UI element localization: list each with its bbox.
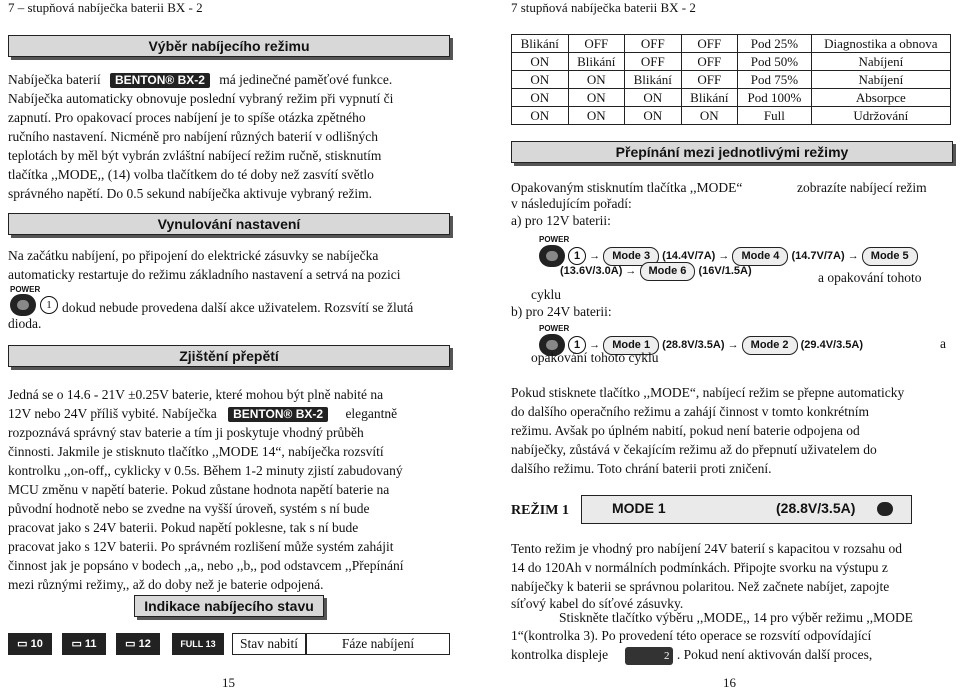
para-line: tlačítka ,,MODE,, (14) volba tlačítkem do té doby než zasvítí světlo (8, 167, 374, 182)
power-label: POWER (539, 235, 570, 244)
table-cell: Blikání (568, 53, 625, 71)
para-line: pracovat jako s 12V baterii. Po správném rozlišení může systém zahájit (8, 539, 394, 554)
number-circle-icon: 1 (40, 296, 58, 314)
mode-sequence-24v: POWER 1 → Mode 1 (28.8V/3.5A) → Mode 2 (29.4V/3.5A) (539, 322, 863, 356)
para-line: Na začátku nabíjení, po připojení do elektrické zásuvky se nabíječka (8, 248, 379, 263)
battery-indicator-icon: ▭ 12 (116, 633, 160, 655)
table-cell: Pod 25% (738, 35, 812, 53)
power-led-icon (10, 294, 36, 316)
para-line: činnost jak je popsáno v bodech ,,a,, nebo ,,b,, pod odstavcem ,,Přepínání (8, 558, 404, 573)
para-line (511, 647, 872, 665)
battery-full-indicator-icon: FULL 13 (172, 633, 224, 655)
mode-1-value: (28.8V/3.5A) (776, 500, 856, 516)
table-cell: Pod 75% (738, 71, 812, 89)
table-cell: OFF (568, 35, 625, 53)
para-line: Pokud stisknete tlačítko ,,MODE“, nabíjecí režim se přepne automaticky (511, 385, 905, 400)
display-indicator-icon: 2 (625, 647, 673, 665)
table-cell: OFF (681, 71, 738, 89)
para-line: Opakovaným stisknutím tlačítka ,,MODE“ (511, 180, 743, 195)
number-circle-icon: 1 (568, 336, 586, 354)
para-line: a) pro 12V baterii: (511, 213, 611, 228)
table-cell: Blikání (512, 35, 569, 53)
table-cell: ON (568, 107, 625, 125)
table-cell: Absorpce (811, 89, 950, 107)
power-indicator (10, 285, 58, 316)
para-line: ručního nastavení. Nicméně pro nabíjení různých baterií v odlišných (8, 129, 379, 144)
para-line: automaticky restartuje do režimu základního nastavení a setrvá na pozici (8, 267, 401, 282)
para-line: do dalšího operačního režimu a zahájí činnost v tomto konkrétním (511, 404, 870, 419)
para-line: v následujícím pořadí: (511, 196, 632, 211)
para-line (8, 406, 397, 422)
table-cell: Blikání (681, 89, 738, 107)
mode-pill: Mode 2 (742, 336, 798, 355)
table-cell: ON (568, 71, 625, 89)
para-text: Nabíječka baterií (8, 72, 101, 87)
para-line: dioda. (8, 316, 42, 331)
table-cell: ON (625, 89, 682, 107)
para-line: a (940, 336, 946, 351)
para-text: elegantně (345, 406, 398, 421)
para-line: mezi různými režimy,, až do doby než je baterie odpojená. (8, 577, 324, 592)
para-line: Nabíječka automaticky obnovuje poslední vybraný režim při vypnutí či (8, 91, 394, 106)
para-text: 12V nebo 24V příliš vybité. Nabíječka (8, 406, 217, 421)
mode-value: (14.4V/7A) (662, 249, 716, 262)
para-line: nabíječky, zůstává v čekajícím režimu až do přepnutí uživatelem do (511, 442, 877, 457)
para-line: cyklu (531, 287, 561, 302)
para-text: má jedinečné paměťové funkce. (219, 72, 393, 87)
para-line: nabíječky k baterii se správnou polaritou. Než začnete nabíjet, zapojte (511, 579, 890, 594)
para-line: dokud nebude provedena další akce uživatelem. Rozsvítí se žlutá (62, 300, 414, 315)
mode-1-name: MODE 1 (612, 500, 666, 516)
para-line: původní hodnotě nebo se zvedne na vyšší úroveň, systém s ní bude (8, 501, 370, 516)
mode-value: (28.8V/3.5A) (662, 338, 725, 351)
table-cell: Pod 100% (738, 89, 812, 107)
table-row (512, 53, 951, 71)
mode-sequence-12v: POWER 1 → Mode 3 (14.4V/7A) → Mode 4 (14.7V/7A) → Mode 5 (539, 233, 918, 267)
para-line: opakování tohoto cyklu (531, 350, 659, 365)
page-number: 15 (222, 675, 235, 690)
section-title-mode-switching: Přepínání mezi jednotlivými režimy (511, 141, 953, 163)
mode-pill: Mode 1 (603, 336, 659, 355)
mode-1-display (581, 495, 912, 524)
para-line: 14 do 120Ah v normálních podmínkách. Připojte svorku na výstupu z (511, 560, 888, 575)
page-number: 16 (723, 675, 736, 690)
para-text: . Pokud není aktivován další proces, (676, 647, 873, 663)
mode-pill: Mode 6 (640, 262, 696, 281)
mode-pill: Mode 4 (732, 247, 788, 266)
battery-indicator-icon: ▭ 10 (8, 633, 52, 655)
para-line: Tento režim je vhodný pro nabíjení 24V baterií s kapacitou v rozsahu od (511, 541, 902, 556)
mode-1-label: REŽIM 1 (511, 503, 569, 518)
benton-logo: BENTON® BX-2 (110, 73, 210, 88)
mode-value: (14.7V/7A) (791, 249, 845, 262)
table-cell: Diagnostika a obnova (811, 35, 950, 53)
table-cell: ON (681, 107, 738, 125)
mode-value: (29.4V/3.5A) (800, 338, 863, 351)
para-line: Stiskněte tlačítko výběru ,,MODE,, 14 pro výběr režimu ,,MODE (559, 610, 913, 625)
right-page-header: 7 stupňová nabíječka baterii BX - 2 (511, 0, 696, 15)
para-line: činnosti. Jakmile je stisknuto tlačítko ,,MODE 14“, nabíječka rozsvítí (8, 444, 384, 459)
para-text: kontrolka displeje (511, 647, 609, 663)
para-line: 1“(kontrolka 3). Po provedení této operace se rozsvítí odpovídající (511, 628, 872, 643)
para-line: b) pro 24V baterii: (511, 304, 612, 319)
table-cell: Nabíjení (811, 53, 950, 71)
power-label: POWER (10, 285, 41, 294)
table-cell: ON (568, 89, 625, 107)
mode-pill: Mode 5 (862, 247, 918, 266)
power-label: POWER (539, 324, 570, 333)
table-row (512, 71, 951, 89)
para-line: a opakování tohoto (818, 270, 922, 285)
table-row (512, 89, 951, 107)
section-title-reset: Vynulování nastavení (8, 213, 450, 235)
table-cell: Blikání (625, 71, 682, 89)
mode-value: (16V/1.5A) (698, 265, 752, 277)
para-line: Jedná se o 14.6 - 21V ±0.25V baterie, které mohou být plně nabité na (8, 387, 384, 402)
table-cell: Nabíjení (811, 71, 950, 89)
para-line: pracovat jako s 24V baterii. Pokud napětí poklesne, tak s ní bude (8, 520, 359, 535)
table-cell: ON (512, 53, 569, 71)
indicator-led-icon (877, 502, 893, 516)
charge-state-table (511, 34, 951, 125)
para-line: rozpoznává správný stav baterie a tím ji poskytuje vhodný průběh (8, 425, 364, 440)
table-cell: ON (512, 107, 569, 125)
para-line: MCU změnu v napětí baterie. Pokud zůstane hodnota napětí baterie na (8, 482, 390, 497)
para-line (8, 72, 392, 88)
para-line: kontrolku ,,on-off,, cyklicky v 0.5s. Během 1-2 minuty zjistí zabudovaný (8, 463, 403, 478)
para-line: teplotách by měl být vybrán zvláštní nabíjecí režim ručně, stisknutím (8, 148, 382, 163)
table-cell: Pod 50% (738, 53, 812, 71)
para-line: zobrazíte nabíjecí režim (797, 180, 927, 195)
table-cell: ON (512, 71, 569, 89)
table-cell: OFF (681, 35, 738, 53)
benton-logo: BENTON® BX-2 (228, 407, 328, 422)
table-cell: ON (625, 107, 682, 125)
col-header-charge-state: Stav nabití (232, 633, 306, 655)
para-line: dalšího režimu. Toto chrání baterii proti zničení. (511, 461, 772, 476)
table-cell: Full (738, 107, 812, 125)
section-title-overvoltage: Zjištění přepětí (8, 345, 450, 367)
mode-sequence-12v-row2: (13.6V/3.0A) → Mode 6 (16V/1.5A) (560, 262, 752, 281)
mode-value: (13.6V/3.0A) (560, 265, 623, 277)
para-line: správného napětí. Do 0.5 sekund nabíječka aktivuje vybraný režim. (8, 186, 373, 201)
para-line: síťový kabel do síťové zásuvky. (511, 596, 684, 611)
para-line: zapnutí. Pro opakovací proces nabíjení je to spíše otázka zpětného (8, 110, 366, 125)
col-header-charge-phase: Fáze nabíjení (306, 633, 450, 655)
battery-indicator-icon: ▭ 11 (62, 633, 106, 655)
section-title-charge-indication: Indikace nabíjecího stavu (134, 595, 324, 617)
table-cell: OFF (625, 53, 682, 71)
table-row (512, 35, 951, 53)
table-cell: OFF (625, 35, 682, 53)
mode-pill: Mode 3 (603, 247, 659, 266)
table-row (512, 107, 951, 125)
table-cell: Udržování (811, 107, 950, 125)
table-cell: ON (512, 89, 569, 107)
para-line: režimu. Avšak po úplném nabití, pokud není baterie odpojena od (511, 423, 860, 438)
table-cell: OFF (681, 53, 738, 71)
number-circle-icon: 1 (568, 247, 586, 265)
section-title-mode-select: Výběr nabíjecího režimu (8, 35, 450, 57)
left-page-header: 7 – stupňová nabíječka baterii BX - 2 (8, 0, 203, 15)
